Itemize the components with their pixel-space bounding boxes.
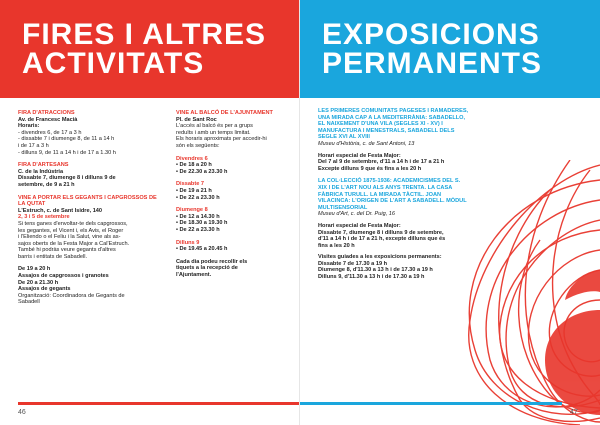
section-line: També hi podràs veure gegants d'altres (18, 247, 116, 254)
section-line: - divendres 6, de 17 a 3 h (18, 129, 82, 136)
left-title-line-2: ACTIVITATS (22, 47, 205, 80)
right-title-line-2: PERMANENTS (322, 47, 543, 80)
section-heading: VINE AL BALCÓ DE L'AJUNTAMENT (176, 110, 273, 116)
section-line: • De 12 a 14.30 h (176, 213, 220, 220)
section-line: L'accés al balcó és per a grups (176, 123, 253, 130)
section-line: Pl. de Sant Roc (176, 116, 217, 123)
section-line: L'Estruch, c. de Sant Isidre, 140 (18, 207, 103, 214)
section-line: Diumenge 8, d'11.30 a 13 h i de 17.30 a 19 h (318, 267, 433, 274)
section-line: reduïts i amb un temps limitat. (176, 129, 251, 136)
section-line: Del 7 al 9 de setembre, d'11 a 14 h i de 17 a 21 h (318, 159, 445, 166)
section-line: barris i entitats de Sabadell. (18, 253, 88, 260)
section-heading: FIRA D'ATRACCIONS (18, 110, 75, 116)
section-line: • De 22 a 23.30 h (176, 194, 220, 201)
section-line: - dissabte 7 i diumenge 8, de 11 a 14 h (18, 136, 115, 143)
section-heading: Diumenge 8 (176, 207, 208, 214)
text-section (176, 181, 294, 201)
text-section (176, 110, 294, 150)
section-line: • De 19 a 21 h (176, 187, 212, 194)
text-section (318, 178, 470, 280)
section-line: Horari especial de Festa Major: (318, 222, 401, 229)
text-section (176, 207, 294, 233)
section-heading: LES PRIMERES COMUNITATS PAGESES I RAMADERES, UNA MIRADA CAP A LA MEDITERRÀNIA: SABADELLO, EL NAIXEMENT D'UNA VILA (SEGLES XI - XV) I MANUFACTURA I MENESTRALS, SABADELL DELS SEGLE XVI AL XVIII (318, 108, 469, 141)
section-line: Organització: Coordinadora de Gegants de (18, 292, 125, 299)
left-page-number: 46 (18, 409, 26, 416)
text-section (18, 195, 158, 261)
right-title-banner (300, 0, 600, 98)
right-footer-rule (300, 402, 562, 405)
section-line: Dissabte 7, diumenge 8 i dilluns 9 de (18, 175, 116, 182)
section-line: Dilluns 9, d'11.30 a 13 h i de 17.30 a 19 h (318, 274, 425, 281)
section-line: les gegantes, el Vicent i, els Avis, el Roger (18, 227, 124, 234)
left-column-2 (176, 110, 294, 284)
section-heading: Divendres 6 (176, 155, 208, 162)
section-heading: FIRA D'ARTESANS (18, 162, 69, 169)
section-line: setembre, de 9 a 21 h (18, 181, 75, 188)
section-line: Museu d'Art, c. del Dr. Puig, 16 (318, 211, 396, 218)
section-line: Dissabte 7, diumenge 8 i dilluns 9 de setembre, (318, 229, 444, 236)
right-page-title (322, 20, 542, 78)
section-line: • De 18 a 20 h (176, 162, 212, 169)
section-line: - dilluns 9, de 11 a 14 h i de 17 a 1.30 h (18, 149, 116, 156)
section-line: fins a les 20 h (318, 242, 355, 249)
right-page (300, 0, 600, 425)
right-column (318, 108, 470, 287)
section-line: Av. de Francesc Macià (18, 116, 78, 123)
section-line: Cada dia podeu recollir els (176, 258, 248, 265)
section-line: tiquets a la recepció de (176, 265, 238, 272)
section-line: Excepte dilluns 9 que és fins a les 20 h (318, 165, 422, 172)
section-line: Assajos de gegants (18, 286, 71, 293)
section-line: d'11 a 14 h i de 17 a 21 h, excepte dilluns que és (318, 236, 446, 243)
right-title-line-1: EXPOSICIONS (322, 18, 540, 51)
section-line: són els següents: (176, 142, 220, 149)
section-line: Horari especial de Festa Major: (318, 152, 401, 159)
text-section (176, 156, 294, 176)
left-column-1 (18, 110, 158, 312)
section-line: • De 22.30 a 23.30 h (176, 168, 228, 175)
left-page-title (22, 20, 266, 78)
section-heading: LA COL·LECCIÓ 1875-1936: ACADEMICISMES DEL S. XIX I DE L'ART NOU ALS ANYS TRENTA. LA CASA FÀBRICA TURULL. LA MIRADA TÀCTIL. JOAN VILACINCA: L'ORIGEN DE L'ART A SABADELL. MÒDUL MULTISENSORIAL (318, 178, 467, 211)
section-line: l'Ajuntament. (176, 271, 212, 278)
section-line: Els horaris aproximats per accedir-hi (176, 136, 267, 143)
section-line: De 19 a 20 h (18, 266, 51, 273)
section-line: • De 22 a 23.30 h (176, 226, 220, 233)
section-heading: Dissabte 7 (176, 181, 204, 188)
section-heading: VINE A PORTAR ELS GEGANTS I CAPGROSSOS DE LA QUTAT (18, 194, 157, 208)
text-section (176, 259, 294, 279)
red-scribble-flower-decoration (450, 160, 600, 425)
section-heading: Dilluns 9 (176, 239, 200, 246)
section-line: sajos oberts de la Festa Major a Cal'Estruch. (18, 240, 130, 247)
section-line: Si tens ganes d'envoltar-te dels capgrossos, (18, 220, 128, 227)
text-section (318, 108, 470, 172)
text-section (18, 162, 158, 188)
section-line: • De 19.45 a 20.45 h (176, 246, 228, 253)
section-line: • De 18.30 a 19.30 h (176, 220, 228, 227)
section-line: Horaris: (18, 123, 40, 130)
section-line: Sabadell (18, 299, 40, 306)
left-title-banner (0, 0, 300, 98)
section-line: Visites guiades a les exposicions permanents: (318, 254, 442, 261)
right-page-number: 47 (570, 409, 578, 416)
text-section (18, 266, 158, 306)
text-section (18, 110, 158, 156)
section-line: i l'Eliendo o el Feliu i la Salut, vine als as- (18, 234, 121, 241)
left-footer-rule (18, 402, 300, 405)
left-title-line-1: FIRES I ALTRES (22, 18, 267, 51)
text-section (176, 240, 294, 253)
section-line: 2, 3 i 5 de setembre (18, 214, 70, 221)
section-line: C. de la Indústria (18, 168, 64, 175)
section-line: Assajos de capgrossos i granotes (18, 273, 109, 280)
section-line: i de 17 a 3 h (18, 142, 49, 149)
section-line: De 20 a 21.30 h (18, 279, 59, 286)
section-line: Dissabte 7 de 17.30 a 19 h (318, 260, 388, 267)
section-line: Museu d'Història, c. de Sant Antoni, 13 (318, 140, 415, 147)
